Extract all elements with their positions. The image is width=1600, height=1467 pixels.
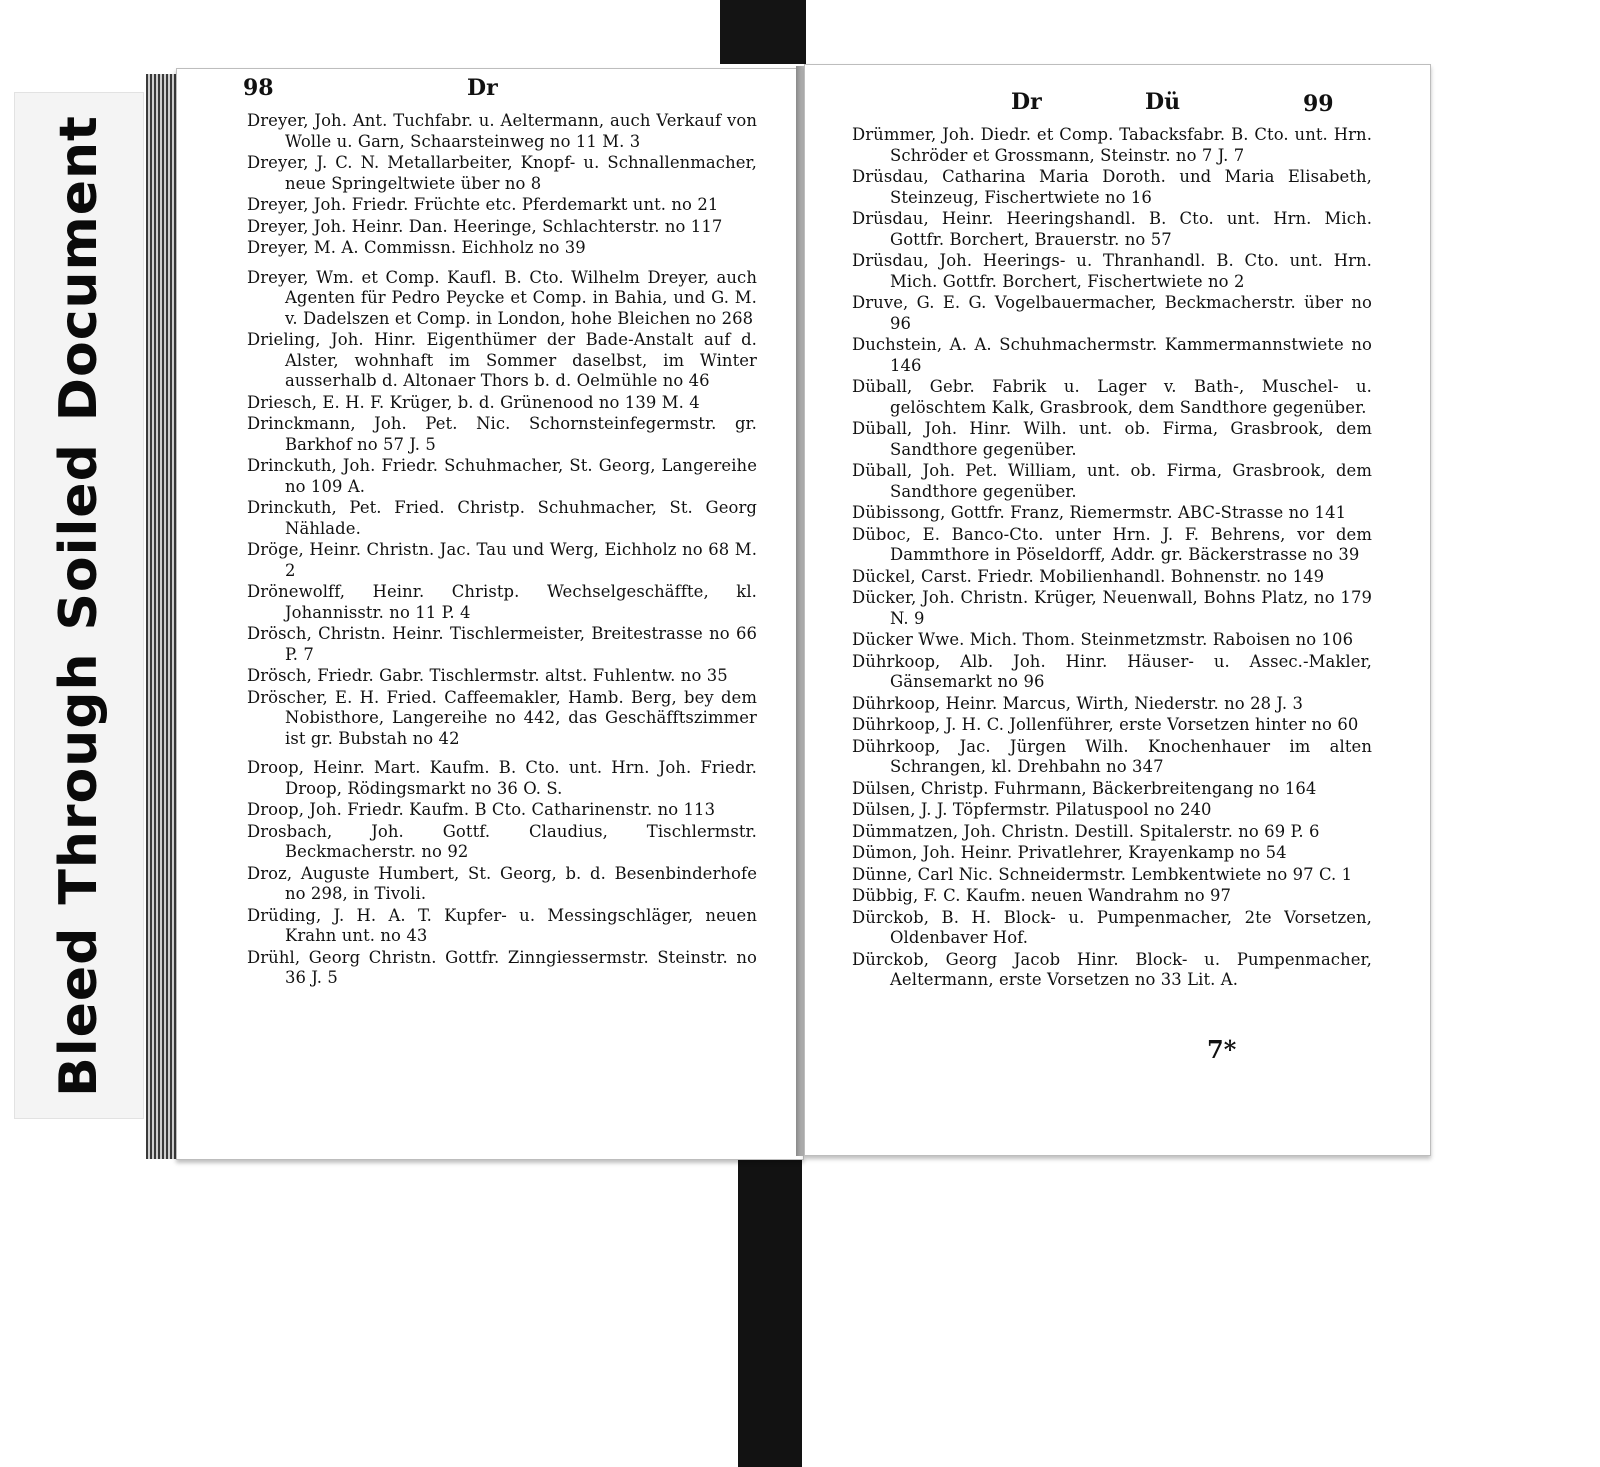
directory-entry: Droop, Heinr. Mart. Kaufm. B. Cto. unt. Hrn. Joh. Friedr. Droop, Rödingsmarkt no 36 O. S. xyxy=(247,758,757,798)
directory-entry: Düball, Gebr. Fabrik u. Lager v. Bath-, Muschel- u. gelöschtem Kalk, Grasbrook, dem Sandthore gegenüber. xyxy=(852,377,1372,417)
directory-entry: Dürckob, Georg Jacob Hinr. Block- u. Pumpenmacher, Aeltermann, erste Vorsetzen no 33 Lit. A. xyxy=(852,949,1372,989)
directory-entry: Driesch, E. H. F. Krüger, b. d. Grünenood no 139 M. 4 xyxy=(247,392,700,412)
directory-entry: Düball, Joh. Pet. William, unt. ob. Firma, Grasbrook, dem Sandthore gegenüber. xyxy=(852,461,1372,501)
directory-entry: Dülsen, J. J. Töpfermstr. Pilatuspool no 240 xyxy=(852,800,1212,819)
directory-entry: Drüding, J. H. A. T. Kupfer- u. Messingschläger, neuen Krahn unt. no 43 xyxy=(247,905,757,945)
stamp-word-bleed: Bleed xyxy=(49,926,109,1097)
directory-entry: Dreyer, Joh. Ant. Tuchfabr. u. Aeltermann, auch Verkauf von Wolle u. Garn, Schaarsteinweg no 11 M. 3 xyxy=(247,111,757,151)
right-running-head-left: Dr xyxy=(1011,89,1042,115)
right-page-number: 99 xyxy=(1303,91,1334,117)
directory-entry: Dümmatzen, Joh. Christn. Destill. Spitalerstr. no 69 P. 6 xyxy=(852,821,1320,841)
left-page-number: 98 xyxy=(243,75,274,101)
binding-strip-top xyxy=(720,0,806,64)
page-block-edge xyxy=(146,74,176,1159)
directory-entry: Dührkoop, Alb. Joh. Hinr. Häuser- u. Assec.-Makler, Gänsemarkt no 96 xyxy=(852,651,1372,691)
directory-entry: Dückel, Carst. Friedr. Mobilienhandl. Bohnenstr. no 149 xyxy=(852,566,1325,586)
directory-entry: Drüsdau, Catharina Maria Doroth. und Maria Elisabeth, Steinzeug, Fischertwiete no 16 xyxy=(852,167,1372,207)
stamp-word-document: Document xyxy=(49,114,109,421)
directory-entry: Dücker, Joh. Christn. Krüger, Neuenwall, Bohns Platz, no 179 N. 9 xyxy=(852,588,1372,628)
directory-entry: Dürckob, B. H. Block- u. Pumpenmacher, 2te Vorsetzen, Oldenbaver Hof. xyxy=(852,907,1372,947)
directory-entry: Dührkoop, J. H. C. Jollenführer, erste Vorsetzen hinter no 60 xyxy=(852,715,1359,734)
stamp-word-through: Through xyxy=(49,652,109,905)
directory-entry: Dümon, Joh. Heinr. Privatlehrer, Krayenkamp no 54 xyxy=(852,843,1287,862)
directory-entry: Drümmer, Joh. Diedr. et Comp. Tabacksfabr. B. Cto. unt. Hrn. Schröder et Grossmann, Steinstr. no 7 J. 7 xyxy=(852,125,1372,165)
directory-entry: Dübissong, Gottfr. Franz, Riemermstr. ABC-Strasse no 141 xyxy=(852,503,1347,522)
left-page xyxy=(176,68,804,1160)
directory-entry: Dülsen, Christp. Fuhrmann, Bäckerbreitengang no 164 xyxy=(852,778,1317,798)
directory-entry: Drönewolff, Heinr. Christp. Wechselgeschäffte, kl. Johannisstr. no 11 P. 4 xyxy=(247,582,757,622)
directory-entry: Dreyer, Wm. et Comp. Kaufl. B. Cto. Wilhelm Dreyer, auch Agenten für Pedro Peycke et Comp. in Bahia, und G. M. v. Dadelszen et Comp. in London, hohe Bleichen no 268 xyxy=(247,267,757,328)
directory-entry: Druve, G. E. G. Vogelbauermacher, Beckmacherstr. über no 96 xyxy=(852,293,1372,333)
directory-entry: Dröscher, E. H. Fried. Caffeemakler, Hamb. Berg, bey dem Nobisthore, Langereihe no 442, das Geschäfftszimmer ist gr. Bubstah no 42 xyxy=(247,687,757,748)
directory-entry: Dünne, Carl Nic. Schneidermstr. Lembkentwiete no 97 C. 1 xyxy=(852,864,1353,884)
directory-entry: Düboc, E. Banco-Cto. unter Hrn. J. F. Behrens, vor dem Dammthore in Pöseldorff, Addr. gr. Bäckerstrasse no 39 xyxy=(852,524,1372,564)
directory-entry: Drieling, Joh. Hinr. Eigenthümer der Bade-Anstalt auf d. Alster, wohnhaft im Sommer daselbst, im Winter ausserhalb d. Altonaer Thors b. d. Oelmühle no 46 xyxy=(247,330,757,390)
right-page xyxy=(804,64,1431,1156)
stamp-word-soiled: Soiled xyxy=(49,442,109,631)
directory-entry: Dreyer, J. C. N. Metallarbeiter, Knopf- u. Schnallenmacher, neue Springeltwiete über no 8 xyxy=(247,153,757,193)
directory-entry: Dührkoop, Heinr. Marcus, Wirth, Niederstr. no 28 J. 3 xyxy=(852,693,1303,713)
directory-entry: Drüsdau, Heinr. Heeringshandl. B. Cto. unt. Hrn. Mich. Gottfr. Borchert, Brauerstr. no 57 xyxy=(852,209,1372,249)
directory-entry: Dreyer, Joh. Heinr. Dan. Heeringe, Schlachterstr. no 117 xyxy=(247,216,723,236)
signature-mark: 7* xyxy=(1207,1035,1237,1064)
directory-entry: Droz, Auguste Humbert, St. Georg, b. d. Besenbinderhofe no 298, in Tivoli. xyxy=(247,863,757,903)
right-entry-list xyxy=(852,125,1372,992)
directory-entry: Düball, Joh. Hinr. Wilh. unt. ob. Firma, Grasbrook, dem Sandthore gegenüber. xyxy=(852,419,1372,459)
directory-entry: Droop, Joh. Friedr. Kaufm. B Cto. Catharinenstr. no 113 xyxy=(247,800,716,819)
directory-entry: Dücker Wwe. Mich. Thom. Steinmetzmstr. Raboisen no 106 xyxy=(852,630,1354,649)
directory-entry: Dröge, Heinr. Christn. Jac. Tau und Werg, Eichholz no 68 M. 2 xyxy=(247,540,757,580)
directory-entry: Duchstein, A. A. Schuhmachermstr. Kammermannstwiete no 146 xyxy=(852,335,1372,375)
directory-entry: Dührkoop, Jac. Jürgen Wilh. Knochenhauer im alten Schrangen, kl. Drehbahn no 347 xyxy=(852,736,1372,776)
binding-strip-bottom xyxy=(738,1138,802,1467)
directory-entry: Drinckuth, Joh. Friedr. Schuhmacher, St. Georg, Langereihe no 109 A. xyxy=(247,456,757,496)
directory-entry: Drühl, Georg Christn. Gottfr. Zinngiessermstr. Steinstr. no 36 J. 5 xyxy=(247,947,757,987)
directory-entry: Dreyer, M. A. Commissn. Eichholz no 39 xyxy=(247,238,586,257)
left-running-head: Dr xyxy=(467,75,498,101)
directory-entry: Drösch, Christn. Heinr. Tischlermeister, Breitestrasse no 66 P. 7 xyxy=(247,624,757,664)
directory-entry: Dübbig, F. C. Kaufm. neuen Wandrahm no 97 xyxy=(852,886,1232,905)
directory-entry: Drinckmann, Joh. Pet. Nic. Schornsteinfegermstr. gr. Barkhof no 57 J. 5 xyxy=(247,414,757,454)
directory-entry: Drösch, Friedr. Gabr. Tischlermstr. altst. Fuhlentw. no 35 xyxy=(247,666,728,685)
directory-entry: Drinckuth, Pet. Fried. Christp. Schuhmacher, St. Georg Nählade. xyxy=(247,498,757,538)
directory-entry: Drüsdau, Joh. Heerings- u. Thranhandl. B. Cto. unt. Hrn. Mich. Gottfr. Borchert, Fischertwiete no 2 xyxy=(852,251,1372,291)
left-entry-list xyxy=(247,111,757,990)
directory-entry: Drosbach, Joh. Gottf. Claudius, Tischlermstr. Beckmacherstr. no 92 xyxy=(247,821,757,861)
stamp-text xyxy=(49,115,109,1097)
bleed-through-stamp xyxy=(14,92,144,1119)
directory-entry: Dreyer, Joh. Friedr. Früchte etc. Pferdemarkt unt. no 21 xyxy=(247,195,719,214)
right-running-head-center: Dü xyxy=(1145,89,1181,115)
